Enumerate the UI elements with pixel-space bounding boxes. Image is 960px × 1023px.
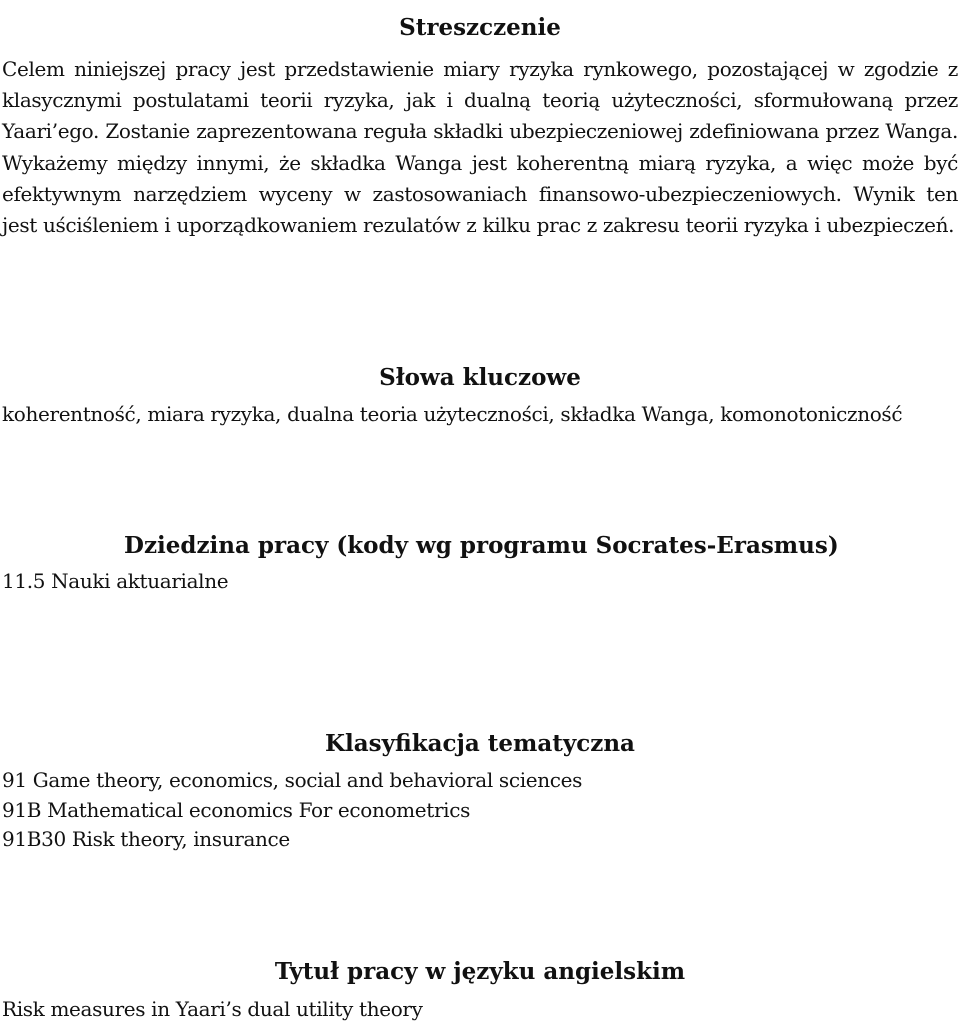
classification-item: 91 Game theory, economics, social and behavioral sciences [2, 768, 583, 792]
abstract-heading: Streszczenie [399, 14, 561, 42]
keywords-heading: Słowa kluczowe [379, 364, 581, 392]
english-title-text: Risk measures in Yaari’s dual utility theory [2, 997, 423, 1021]
classification-item: 91B Mathematical economics For econometrics [2, 797, 470, 822]
english-title-heading: Tytuł pracy w języku angielskim [274, 958, 686, 986]
abstract-text: Celem niniejszej pracy jest przedstawienie miary ryzyka rynkowego, pozostającej w zgodzie z klasycznymi postulatami teorii ryzyka, jak i dualną teorią użyteczności, sformułowaną przez Yaari’ego. Zostanie zaprezentowana reguła składki ubezpieczeniowej zdefiniowana przez Wanga. Wykażemy między innymi, że składka Wanga jest koherentną miarą ryzyka, a więc może być efektywnym narzędziem wyceny w zastosowaniach finansowo-ubezpieczeniowych. Wynik ten jest uściśleniem i uporządkowaniem rezulatów z kilku prac z zakresu teorii ryzyka i ubezpieczeń. [2, 57, 958, 238]
field-heading: Dziedzina pracy (kody wg programu Socrates-Erasmus) [124, 532, 839, 560]
classification-list [2, 766, 582, 855]
classification-heading: Klasyfikacja tematyczna [325, 730, 635, 758]
classification-item: 91B30 Risk theory, insurance [2, 827, 290, 851]
field-text: 11.5 Nauki aktuarialne [2, 569, 229, 593]
keywords-text: koherentność, miara ryzyka, dualna teoria użyteczności, składka Wanga, komonotoniczność [2, 402, 903, 426]
